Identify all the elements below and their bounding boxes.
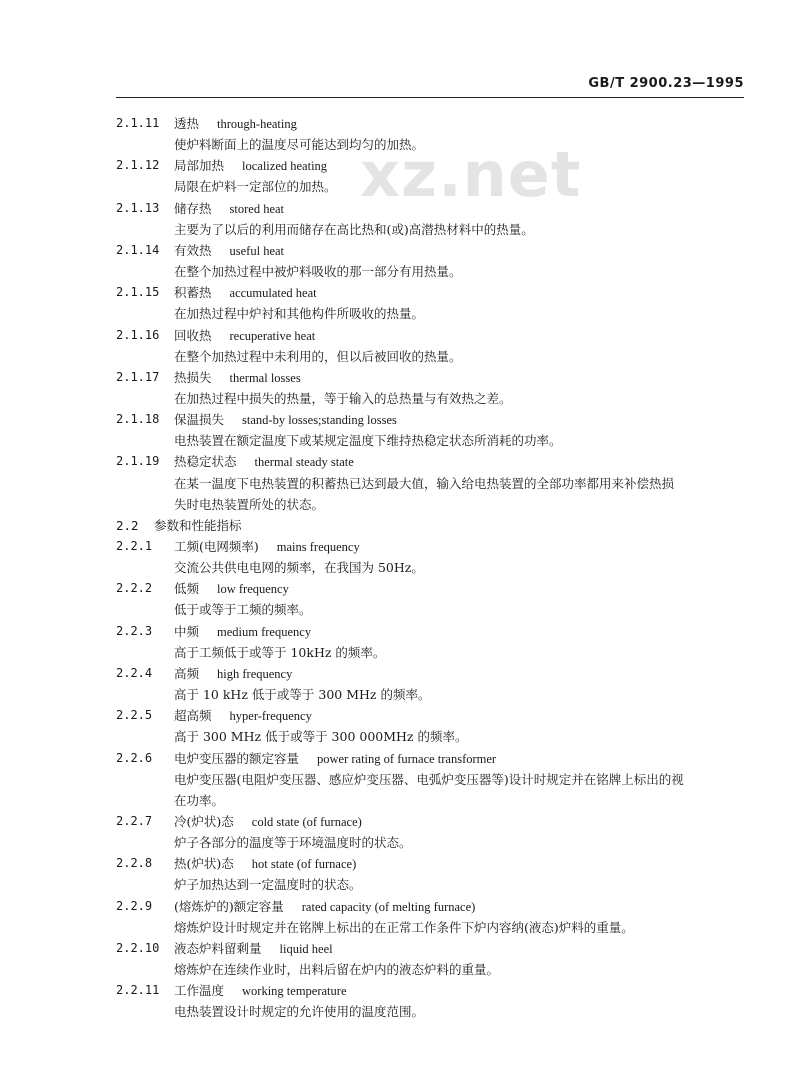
term-chinese: 局部加热 <box>174 158 225 174</box>
term-chinese: 电炉变压器的额定容量 <box>174 750 300 766</box>
entry-term <box>174 980 347 1001</box>
entry-number: 2.1.18 <box>116 412 160 427</box>
term-english: cold state (of furnace) <box>251 814 362 829</box>
entry-number: 2.2.11 <box>116 983 160 998</box>
term-english: mains frequency <box>276 540 360 554</box>
section-number: 2.2 <box>116 517 139 533</box>
entry-number: 2.2.5 <box>116 708 153 723</box>
entry-definition: 电热装置设计时规定的允许使用的温度范围。 <box>174 1004 425 1020</box>
term-chinese: 液态炉料留剩量 <box>174 940 262 956</box>
entry-number: 2.1.17 <box>116 369 160 384</box>
term-chinese: 高频 <box>174 665 200 681</box>
entry-definition: 高于工频低于或等于 10kHz 的频率。 <box>174 644 386 660</box>
term-english: stored heat <box>229 201 285 216</box>
entry-definition: 在整个加热过程中被炉料吸收的那一部分有用热量。 <box>174 264 462 280</box>
term-chinese: 热(炉状)态 <box>174 856 234 872</box>
term-english: useful heat <box>229 243 285 258</box>
entry-number: 2.2.8 <box>116 856 153 871</box>
entry-number: 2.1.11 <box>116 116 160 130</box>
entry-number: 2.1.13 <box>116 200 160 215</box>
term-english: medium frequency <box>217 624 312 639</box>
term-english: working temperature <box>242 984 347 999</box>
term-chinese: 保温损失 <box>174 412 225 428</box>
entry-term <box>174 853 356 874</box>
term-english: rated capacity (of melting furnace) <box>301 899 476 914</box>
term-chinese: 透热 <box>174 116 200 131</box>
entry-definition: 在加热过程中损失的热量，等于输入的总热量与有效热之差。 <box>174 390 512 406</box>
entry-term <box>174 705 312 726</box>
entry-term <box>174 811 362 832</box>
entry-number: 2.1.15 <box>116 285 160 300</box>
entry-definition: 低于或等于工频的频率。 <box>174 602 312 618</box>
entry-definition: 交流公共供电电网的频率，在我国为 50Hz。 <box>174 560 424 576</box>
term-chinese: 工频(电网频率) <box>174 539 259 554</box>
entry-definition: 在加热过程中炉衬和其他构件所吸收的热量。 <box>174 306 425 322</box>
watermark: xz.net <box>360 138 582 211</box>
term-chinese: 超高频 <box>174 708 212 724</box>
entry-number: 2.2.1 <box>116 539 153 553</box>
entry-term <box>174 155 327 176</box>
term-english: liquid heel <box>279 941 333 956</box>
entry-number: 2.1.12 <box>116 158 160 173</box>
term-chinese: 回收热 <box>174 327 212 343</box>
entry-number: 2.2.6 <box>116 750 153 765</box>
entry-term <box>174 325 315 346</box>
entry-definition: 炉子各部分的温度等于环境温度时的状态。 <box>174 835 412 851</box>
entry-term <box>174 896 475 917</box>
entry-definition: 电热装置在额定温度下或某规定温度下维持热稳定状态所消耗的功率。 <box>174 433 562 449</box>
entry-term <box>174 240 284 261</box>
term-english: thermal steady state <box>254 455 354 470</box>
entry-definition: 主要为了以后的利用而储存在高比热和(或)高潜热材料中的热量。 <box>174 221 534 237</box>
term-english: low frequency <box>217 582 289 597</box>
entry-number: 2.1.19 <box>116 454 160 469</box>
document-code: GB/T 2900.23—1995 <box>588 76 744 91</box>
term-english: hyper-frequency <box>229 709 312 724</box>
entry-number: 2.2.2 <box>116 581 153 596</box>
entry-definition: 局限在炉料一定部位的加热。 <box>174 179 337 195</box>
entry-definition: 高于 300 MHz 低于或等于 300 000MHz 的频率。 <box>174 729 468 745</box>
entry-definition: 在某一温度下电热装置的积蓄热已达到最大值，输入给电热装置的全部功率都用来补偿热损 <box>174 475 675 491</box>
entry-number: 2.2.9 <box>116 898 153 913</box>
term-chinese: 工作温度 <box>174 983 225 999</box>
entry-definition: 熔炼炉设计时规定并在铭牌上标出的在正常工作条件下炉内容纳(液态)炉料的重量。 <box>174 919 634 935</box>
term-chinese: 有效热 <box>174 242 212 258</box>
entry-term <box>174 113 297 134</box>
entry-definition: 失时电热装置所处的状态。 <box>174 496 325 512</box>
entry-definition: 在功率。 <box>174 792 225 808</box>
term-english: accumulated heat <box>229 286 317 301</box>
term-chinese: 中频 <box>174 623 200 639</box>
entry-term <box>174 536 360 557</box>
term-chinese: (熔炼炉的)额定容量 <box>174 898 284 914</box>
entry-number: 2.2.10 <box>116 940 160 955</box>
term-chinese: 低频 <box>174 581 200 597</box>
term-english: stand-by losses;standing losses <box>242 413 397 428</box>
term-english: thermal losses <box>229 370 301 385</box>
section-title: 参数和性能指标 <box>154 517 242 533</box>
entry-term <box>174 578 289 599</box>
term-chinese: 积蓄热 <box>174 285 212 301</box>
entry-definition: 电炉变压器(电阻炉变压器、感应炉变压器、电弧炉变压器等)设计时规定并在铭牌上标出的视 <box>174 771 684 787</box>
entry-term <box>174 451 354 472</box>
entry-number: 2.2.4 <box>116 665 153 680</box>
entry-term <box>174 409 397 430</box>
term-english: through-heating <box>217 117 297 131</box>
term-english: high frequency <box>217 666 293 681</box>
header-rule <box>116 97 744 98</box>
term-chinese: 热稳定状态 <box>174 454 237 470</box>
term-chinese: 冷(炉状)态 <box>174 813 234 829</box>
entry-number: 2.1.14 <box>116 242 160 257</box>
entry-term <box>174 748 496 769</box>
term-chinese: 储存热 <box>174 200 212 216</box>
entry-number: 2.1.16 <box>116 327 160 342</box>
entry-number: 2.2.3 <box>116 623 153 638</box>
entry-definition: 高于 10 kHz 低于或等于 300 MHz 的频率。 <box>174 687 431 703</box>
entry-term <box>174 938 333 959</box>
term-chinese: 热损失 <box>174 369 212 385</box>
entry-term <box>174 663 292 684</box>
term-english: hot state (of furnace) <box>251 857 357 872</box>
entry-term <box>174 367 301 388</box>
term-english: recuperative heat <box>229 328 316 343</box>
entry-term <box>174 621 311 642</box>
entry-term <box>174 282 317 303</box>
entry-term <box>174 198 284 219</box>
term-english: localized heating <box>242 159 328 174</box>
entry-definition: 在整个加热过程中未利用的，但以后被回收的热量。 <box>174 348 462 364</box>
entry-definition: 使炉料断面上的温度尽可能达到均匀的加热。 <box>174 137 425 153</box>
entry-number: 2.2.7 <box>116 813 153 828</box>
term-english: power rating of furnace transformer <box>317 751 497 766</box>
entry-definition: 熔炼炉在连续作业时，出料后留在炉内的液态炉料的重量。 <box>174 962 500 977</box>
entry-definition: 炉子加热达到一定温度时的状态。 <box>174 877 362 893</box>
